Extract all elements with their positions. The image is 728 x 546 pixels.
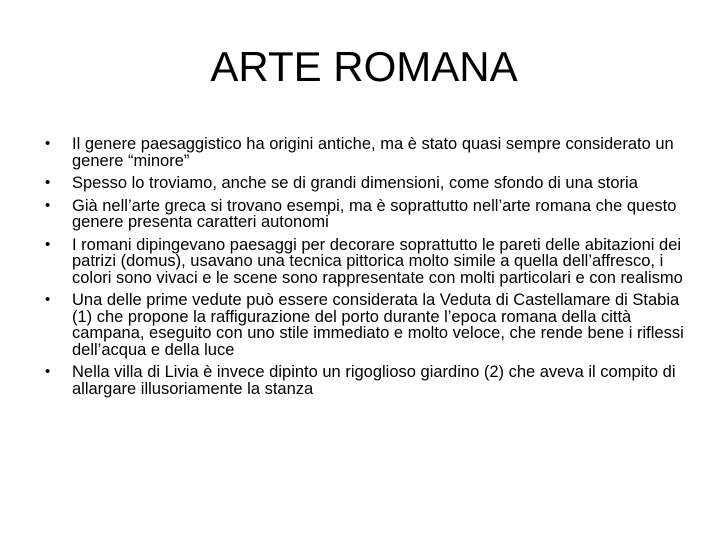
bullet-text: I romani dipingevano paesaggi per decorare soprattutto le pareti delle abitazioni dei patrizi (domus), usavano una tecnica pittorica molto simile a quella dell’affresco, i colori sono vivaci e le scene sono rappresentate con molti particolari e con realismo [72,235,683,287]
bullet-marker: • [45,135,51,152]
bullet-item [0,136,728,169]
slide-title: ARTE ROMANA [210,43,518,90]
bullet-marker: • [45,363,51,380]
bullet-marker: • [45,291,51,308]
bullet-marker: • [45,174,51,191]
bullet-marker: • [45,196,51,214]
bullet-text: Nella villa di Livia è invece dipinto un rigoglioso giardino (2) che aveva il compito di allargare illusoriamente la stanza [72,363,676,398]
bullet-text: Il genere paesaggistico ha origini antiche, ma è stato quasi sempre considerato un genere “minore” [72,135,674,170]
bullet-item [0,198,728,231]
bullet-text: Già nell’arte greca si trovano esempi, ma è soprattutto nell’arte romana che questo genere presenta caratteri autonomi [72,196,677,231]
bullet-marker: • [45,235,51,253]
bullet-text: Una delle prime vedute può essere considerata la Veduta di Castellamare di Stabia (1) che propone la raffigurazione del porto durante l’epoca romana della città campana, eseguito con uno stile immediato e molto veloce, che rende bene i riflessi dell’acqua e della luce [72,291,684,359]
bullet-text: Spesso lo troviamo, anche se di grandi dimensioni, come sfondo di una storia [72,174,638,192]
bullet-item [0,237,728,287]
bullet-item [0,364,728,397]
bullet-list [0,136,728,403]
bullet-item [0,175,728,192]
bullet-item [0,292,728,358]
